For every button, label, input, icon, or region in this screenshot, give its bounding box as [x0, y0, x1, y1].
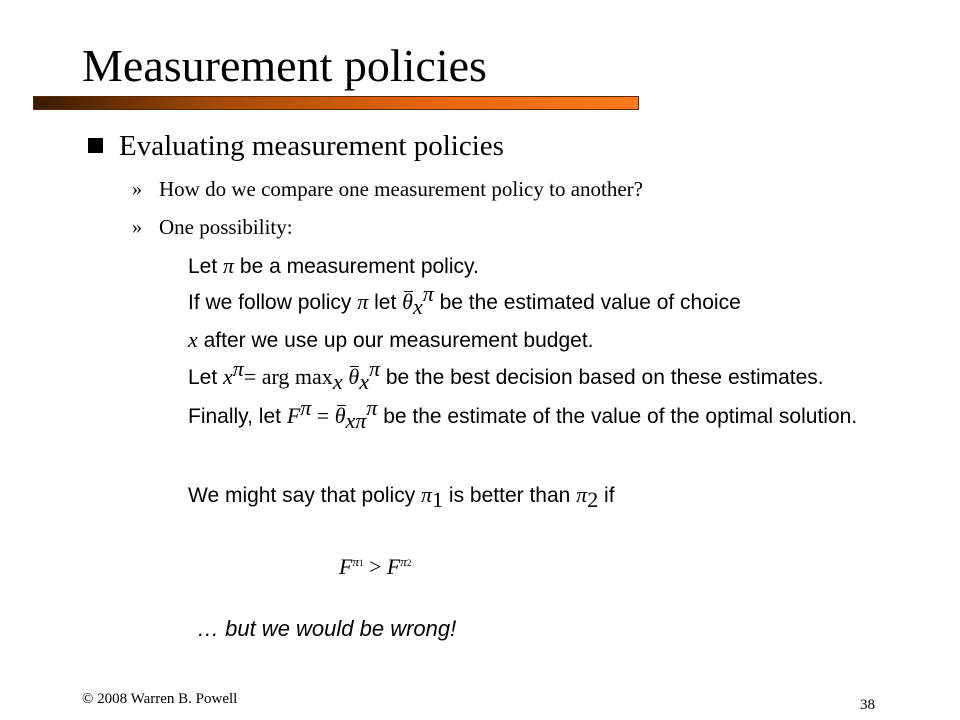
F-symbol: F	[386, 554, 401, 579]
footer-copyright: © 2008 Warren B. Powell	[82, 691, 238, 707]
pi-superscript	[352, 554, 363, 569]
bullet-square-icon	[88, 138, 103, 153]
conclusion-text: … but we would be wrong!	[197, 616, 457, 641]
sub-bullet-compare: How do we compare one measurement policy to another?	[159, 177, 643, 201]
two-subscript: 2	[587, 487, 599, 513]
text: Let	[188, 366, 224, 389]
text: let	[368, 291, 403, 314]
pi-superscript: π	[369, 356, 381, 381]
equals-sign: =	[311, 403, 335, 428]
theta-bar-symbol: θ	[348, 364, 360, 389]
page-number: 38	[860, 697, 875, 713]
x-symbol: x	[188, 327, 198, 352]
pi-symbol: π	[400, 553, 407, 569]
text: after we use up our measurement budget.	[197, 329, 594, 352]
theta-bar-symbol: θ	[334, 403, 346, 428]
main-bullet: Evaluating measurement policies	[119, 130, 504, 162]
slide-title: Measurement policies	[82, 40, 487, 91]
x-subscript: x	[345, 408, 356, 434]
argmax-operator: = arg max	[243, 364, 333, 389]
x-pi-subscript	[346, 408, 367, 433]
pi-superscript: π	[300, 395, 312, 420]
pi-symbol: π	[357, 289, 369, 314]
text: We might say that policy	[188, 484, 422, 507]
text: is better than	[443, 484, 577, 507]
two-subscript: 2	[406, 557, 412, 568]
text: Let	[188, 255, 224, 278]
pi-superscript: π	[422, 281, 434, 306]
one-subscript: 1	[432, 487, 444, 513]
pi-superscript: π	[366, 395, 378, 420]
pi-superscript: π	[232, 356, 244, 381]
one-subscript: 1	[358, 557, 364, 568]
definition-line-best-decision	[188, 356, 824, 395]
pi-symbol: π	[421, 482, 433, 507]
definition-line-estimate	[188, 281, 741, 320]
x-subscript: x	[332, 369, 343, 395]
text: be a measurement policy.	[234, 255, 479, 278]
pi-symbol: π	[223, 253, 235, 278]
text: if	[598, 484, 615, 507]
text: be the estimate of the value of the optimal solution.	[377, 405, 858, 428]
sub-bullet-marker: »	[132, 216, 142, 238]
pi-symbol: π	[352, 553, 359, 569]
F-symbol: F	[286, 403, 301, 428]
text: Finally, let	[188, 405, 287, 428]
policy-inequality	[339, 553, 411, 581]
text: be the estimated value of choice	[433, 291, 741, 314]
definition-line-optimal-value	[188, 395, 858, 434]
greater-than-sign: >	[368, 554, 382, 579]
x-subscript: x	[412, 294, 423, 320]
sub-bullet-marker: »	[132, 178, 142, 200]
text: If we follow policy	[188, 291, 358, 314]
pi-symbol: π	[576, 482, 588, 507]
theta-bar-symbol: θ	[402, 289, 413, 314]
pi-superscript	[400, 554, 411, 569]
text: be the best decision based on these estimates.	[380, 366, 824, 389]
definition-line-budget	[188, 326, 594, 355]
definition-line-comparison	[188, 481, 615, 513]
x-symbol: x	[223, 364, 233, 389]
definition-line-policy	[188, 252, 479, 281]
x-subscript: x	[359, 369, 369, 395]
pi-subscript: π	[355, 408, 367, 434]
title-underline-bar	[33, 96, 639, 110]
sub-bullet-possibility: One possibility:	[159, 215, 293, 239]
F-symbol: F	[339, 554, 353, 579]
